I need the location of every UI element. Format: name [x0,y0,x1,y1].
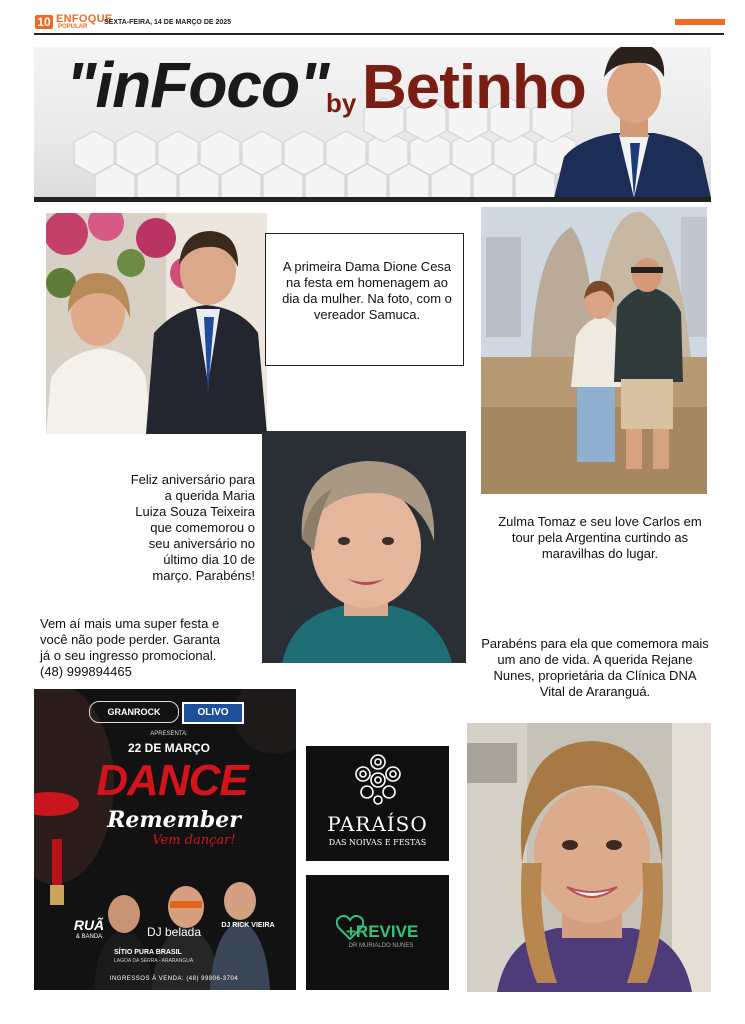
caption-box-primeira-dama [265,233,464,366]
caption-festa: Vem aí mais uma super festa e você não pode perder. Garanta já o seu ingresso promocional. (48) 999894465 [40,616,220,679]
caption-primeira-dama: A primeira Dama Dione Cesa na festa em homenagem ao dia da mulher. Na foto, com o vereador Samuca. [282,259,452,322]
revive-title: +REVIVE [346,922,419,941]
poster-tickets: INGRESSOS À VENDA: (48) 99806-3704 [109,976,239,982]
banner-rule [34,197,711,202]
banner-title-by: by [326,88,357,118]
issue-date: SEXTA-FEIRA, 14 DE MARÇO DE 2025 [104,19,232,26]
banner-title-infoco: "inFoco" [66,49,329,121]
paraiso-subtitle: DAS NOIVAS E FESTAS [328,838,427,847]
poster-artist-djrick: DJ RICK VIEIRA [221,922,275,929]
photo-primeira-dama [46,213,267,434]
poster-tagline: Vem dançar! [152,833,236,848]
brand-subtitle: POPULAR [58,24,88,30]
ad-paraiso [306,746,449,861]
sponsor-granrock-logo: GRANROCK [89,701,179,723]
caption-maria-luiza: Feliz aniversário para a querida Maria Luiza Souza Teixeira que comemorou o seu aniversário no último dia 10 de março. Parabéns! [130,472,255,583]
poster-artist-djbelada: DJ belada [146,925,202,939]
poster-presents: APRESENTA: [150,731,188,737]
event-poster [34,689,296,990]
paraiso-spiral-logo-icon [351,752,405,806]
poster-venue: SÍTIO PURA BRASIL [114,949,182,956]
caption-rejane: Parabéns para ela que comemora mais um ano de vida. A querida Rejane Nunes, proprietária da Clínica DNA Vital de Araranguá. [481,636,709,699]
poster-venue-sub: LAGOA DA SERRA - ARARANGUÁ [114,958,194,964]
revive-subtitle: DR MURIALDO NUNES [348,943,414,949]
poster-title-dance: DANCE [96,756,248,805]
brand-name: ENFOQUE [56,13,113,25]
poster-date: 22 DE MARÇO [127,741,210,755]
header-rule [34,33,724,35]
paraiso-title: PARAÍSO [327,812,428,836]
poster-artist-rua-sub: & BANDA [75,934,103,940]
caption-zulma: Zulma Tomaz e seu love Carlos em tour pela Argentina curtindo as maravilhas do lugar. [498,514,702,561]
photo-zulma-carlos [481,207,707,494]
ad-revive [306,875,449,990]
poster-artist-rua: RUÃ [73,917,105,933]
page-number: 10 [35,15,53,29]
poster-title-remember: Remember [107,807,241,833]
photo-rejane [467,723,711,992]
photo-maria-luiza [262,431,466,663]
banner-title-name: Betinho [362,53,586,122]
header-accent-bar [675,19,725,25]
sponsor-olivo-logo: OLIVO [182,702,244,724]
